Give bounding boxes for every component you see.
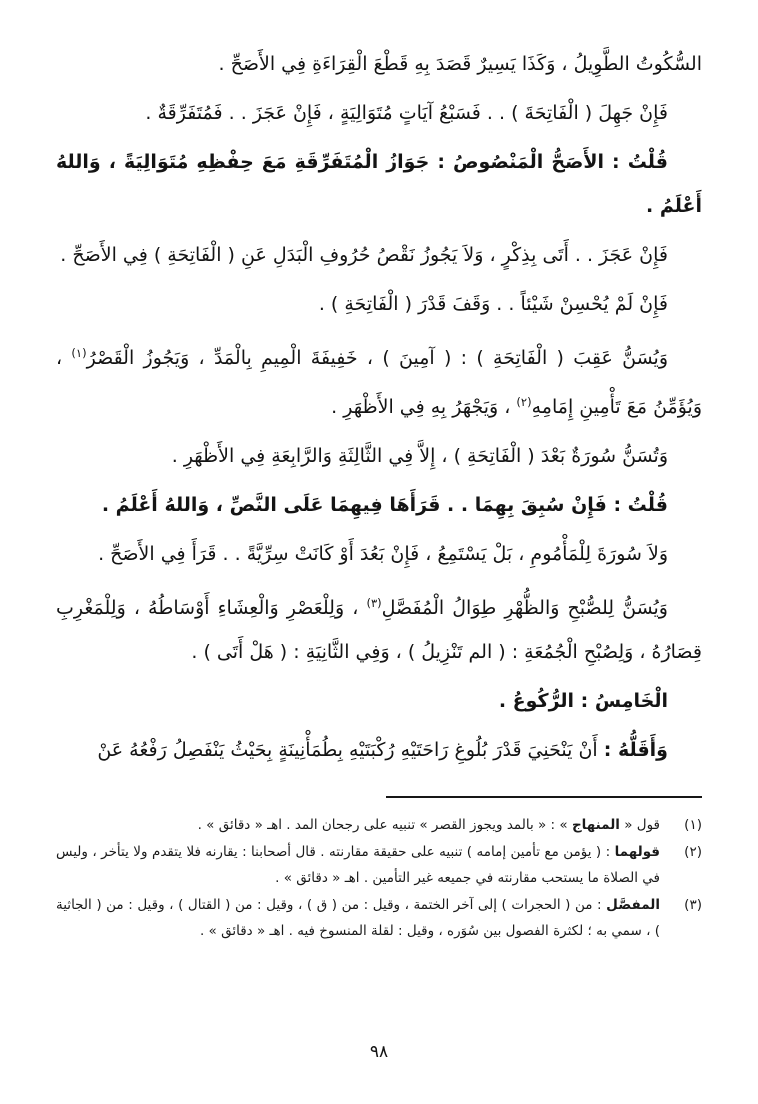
footnote-ref-1: (١) <box>71 346 87 360</box>
text-segment: وَيُسَنُّ لِلصُّبْحِ وَالظُّهْرِ طِوَالُ الْمُفَصَّلِ <box>381 597 668 619</box>
body-paragraph <box>56 532 702 576</box>
text-segment: فَإِنْ لَمْ يُحْسِنْ شَيْئاً . . وَقَفَ قَدْرَ ( الْفَاتِحَةِ ) . <box>318 293 668 315</box>
text-segment: : ( يؤمن مع تأمين إمامه ) تنبيه على حقيقة مقارنته . قال أصحابنا : يقارنه فلا يتقدم ولا يتأخر ، وليس في الصلاة ما يستحب مقارنته في جميعه غير التأمين . اهـ « دقائق » . <box>56 844 660 886</box>
text-segment: ، وَلِلْعَصْرِ وَالْعِشَاءِ أَوْسَاطُهُ ، وَلِلْمَغْرِبِ قِصَارُهُ ، وَلِصُبْحِ الْجُمُعَةِ : ( الم تَنْزِيلُ ) ، وَفِي الثَّانِيَةِ : ( هَلْ أَتَى ) . <box>56 597 702 663</box>
body-paragraph <box>56 282 702 326</box>
text-segment: السُّكُوتُ الطَّوِيلُ ، وَكَذَا يَسِيرٌ قَصَدَ بِهِ قَطْعَ الْقِرَاءَةِ فِي الأَصَحِّ . <box>218 53 702 75</box>
footnotes-section <box>56 796 702 944</box>
text-segment: » : « بالمد ويجوز القصر » تنبيه على رجحان المد . اهـ « دقائق » . <box>197 817 572 833</box>
text-segment: وَتُسَنُّ سُورَةٌ بَعْدَ ( الْفَاتِحَةِ ) ، إِلاَّ فِي الثَّالِثَةِ وَالرَّابِعَةِ فِي الأَظْهَرِ . <box>171 445 668 467</box>
footnote-3 <box>56 892 702 944</box>
text-segment: ، وَيُؤَمِّنُ مَعَ تَأْمِينِ إِمَامِهِ <box>56 347 702 418</box>
text-segment: قُلْتُ : فَإِنْ سُبِقَ بِهِمَا . . قَرَأَهَا فِيهِمَا عَلَى النَّصِّ ، وَاللهُ أَعْلَمُ . <box>101 494 668 516</box>
text-segment: قول « <box>619 817 660 833</box>
page-content <box>56 42 702 945</box>
heading-text: الْخَامِسُ : الرُّكُوعُ . <box>498 690 668 712</box>
text-segment: فَإِنْ عَجَزَ . . أَتَى بِذِكْرٍ ، وَلاَ يَجُوزُ نَقْصُ حُرُوفِ الْبَدَلِ عَنِ ( الْفَاتِحَةِ ) فِي الأَصَحِّ . <box>60 244 668 266</box>
text-segment: ، وَيَجْهَرُ بِهِ فِي الأَظْهَرِ . <box>331 396 517 418</box>
footnote-ref-2: (٢) <box>516 395 532 409</box>
text-segment: وَأَقَلُّهُ : <box>603 739 668 761</box>
text-segment: المنهاج <box>571 817 620 833</box>
text-segment: : من ( الحجرات ) إلى آخر الختمة ، وقيل : من ( ق ) ، وقيل : من ( القتال ) ، وقيل : من ( الجاثية ) ، سمي به ؛ لكثرة الفصول بين سُوَره ، وقيل : لقلة المنسوخ فيه . اهـ « دقائق » . <box>56 897 660 939</box>
body-paragraph <box>56 581 702 674</box>
text-segment: وَيُسَنُّ عَقِبَ ( الْفَاتِحَةِ ) : ( آمِينَ ) ، خَفِيفَةَ الْمِيمِ بِالْمَدِّ ، وَيَجُوزُ الْقَصْرُ <box>86 347 668 369</box>
footnote-number: (٢) <box>684 844 702 860</box>
body-paragraph <box>56 91 702 135</box>
body-paragraph-qultu <box>56 483 702 527</box>
section-heading-fifth-rukoo <box>56 679 702 723</box>
footnote-1 <box>56 812 702 838</box>
body-paragraph <box>56 434 702 478</box>
body-paragraph <box>56 728 702 772</box>
body-paragraph <box>56 233 702 277</box>
footnote-ref-3: (٣) <box>366 596 382 610</box>
text-segment: قُلْتُ : الأَصَحُّ الْمَنْصُوصُ : جَوَازُ الْمُتَفَرِّقَةِ مَعَ حِفْظِهِ مُتَوَالِيَةً ، وَاللهُ أَعْلَمُ . <box>56 151 702 217</box>
text-segment: فَإِنْ جَهِلَ ( الْفَاتِحَةَ ) . . فَسَبْعُ آيَاتٍ مُتَوَالِيَةٍ ، فَإِنْ عَجَزَ . . فَمُتَفَرِّقَةٌ . <box>145 102 668 124</box>
text-segment: المفصَّل <box>606 897 660 913</box>
footnote-number: (١) <box>684 817 702 833</box>
footnote-separator-line <box>386 796 702 798</box>
body-paragraph <box>56 42 702 86</box>
footnote-text <box>56 812 660 838</box>
footnote-text <box>56 839 660 891</box>
footnote-2 <box>56 839 702 891</box>
page-number: ٩٨ <box>369 1042 389 1062</box>
text-segment: قولهما <box>614 844 660 860</box>
text-segment: وَلاَ سُورَةَ لِلْمَأْمُومِ ، بَلْ يَسْتَمِعُ ، فَإِنْ بَعُدَ أَوْ كَانَتْ سِرِّيَّةً . . قَرَأَ فِي الأَصَحِّ . <box>98 543 668 565</box>
body-paragraph-qultu <box>56 140 702 228</box>
text-segment: أَنْ يَنْحَنِيَ قَدْرَ بُلُوغِ رَاحَتَيْهِ رُكْبَتَيْهِ بِطُمَأْنِينَةٍ بِحَيْثُ يَنْفَصِلُ رَفْعُهُ عَنْ <box>97 739 604 761</box>
footnote-text <box>56 892 660 944</box>
body-paragraph <box>56 331 702 429</box>
footnote-number: (٣) <box>684 897 702 913</box>
